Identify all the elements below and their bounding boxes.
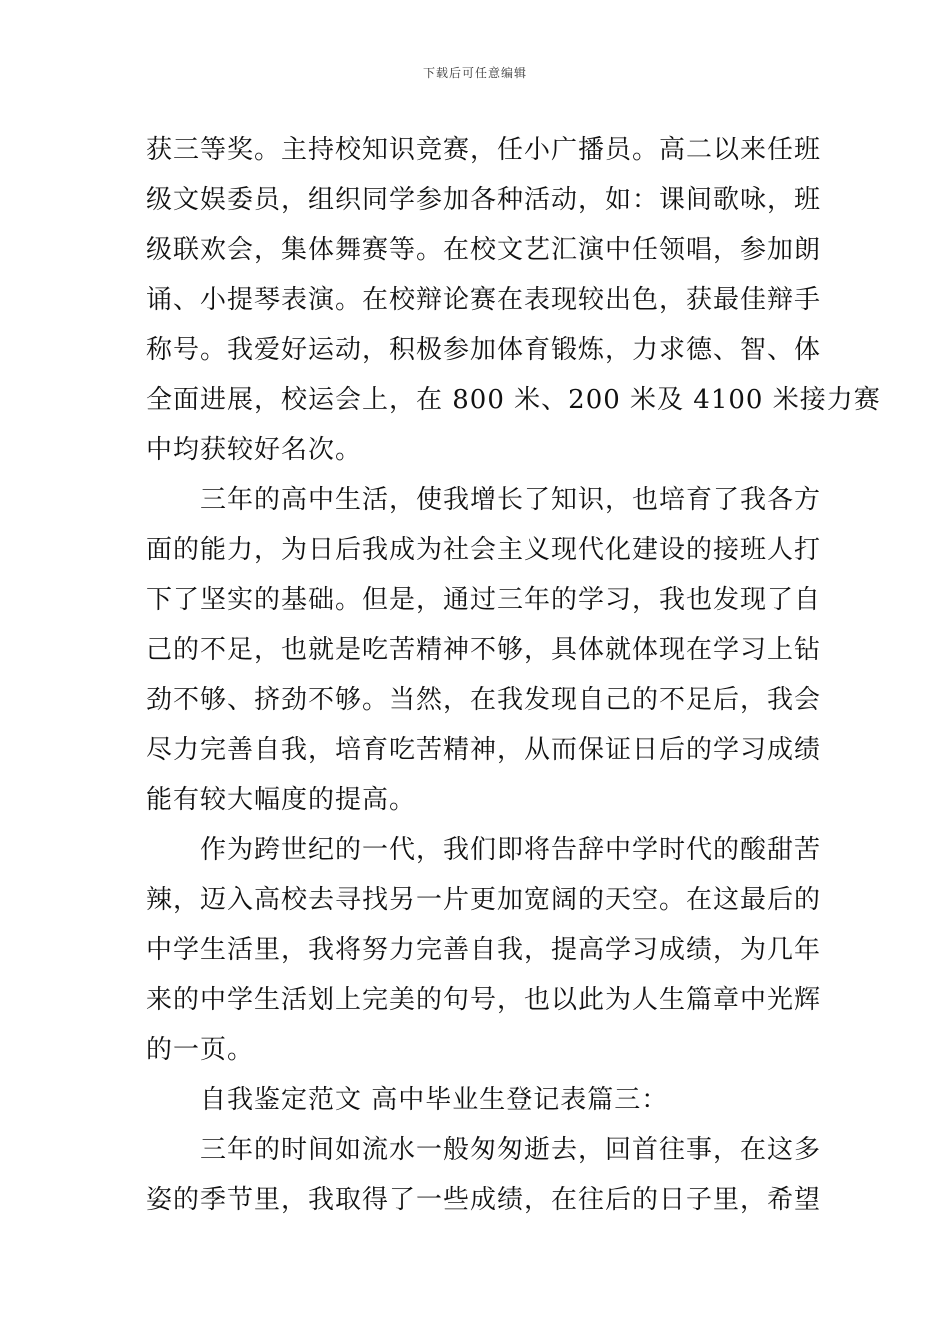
text-line: 作为跨世纪的一代，我们即将告辞中学时代的酸甜苦 bbox=[200, 835, 822, 865]
text-line: 全面进展，校运会上，在 800 米、200 米及 4100 米接力赛 bbox=[146, 385, 881, 415]
text-line: 中均获较好名次。 bbox=[146, 435, 363, 465]
text-line: 三年的高中生活，使我增长了知识，也培育了我各方 bbox=[200, 485, 822, 515]
paragraph-3 bbox=[146, 825, 822, 1075]
text-line: 级联欢会，集体舞赛等。在校文艺汇演中任领唱，参加朗 bbox=[146, 235, 822, 265]
text-line: 下了坚实的基础。但是，通过三年的学习，我也发现了自 bbox=[146, 585, 822, 615]
paragraph-2 bbox=[146, 475, 822, 825]
paragraph-4 bbox=[146, 1125, 822, 1225]
text-line: 诵、小提琴表演。在校辩论赛在表现较出色，获最佳辩手 bbox=[146, 285, 822, 315]
text-line: 尽力完善自我，培育吃苦精神，从而保证日后的学习成绩 bbox=[146, 735, 822, 765]
text-line: 姿的季节里，我取得了一些成绩，在往后的日子里，希望 bbox=[146, 1185, 822, 1215]
text-line: 辣，迈入高校去寻找另一片更加宽阔的天空。在这最后的 bbox=[146, 885, 822, 915]
text-line: 面的能力，为日后我成为社会主义现代化建设的接班人打 bbox=[146, 535, 822, 565]
text-line: 中学生活里，我将努力完善自我，提高学习成绩，为几年 bbox=[146, 935, 822, 965]
document-body bbox=[146, 125, 881, 1225]
text-line: 三年的时间如流水一般匆匆逝去，回首往事，在这多 bbox=[200, 1135, 822, 1165]
text-line: 的一页。 bbox=[146, 1035, 255, 1065]
heading-line: 自我鉴定范文 高中毕业生登记表篇三： bbox=[200, 1085, 669, 1115]
text-line: 获三等奖。主持校知识竞赛，任小广播员。高二以来任班 bbox=[146, 135, 822, 165]
text-line: 己的不足，也就是吃苦精神不够，具体就体现在学习上钻 bbox=[146, 635, 822, 665]
text-line: 级文娱委员，组织同学参加各种活动，如：课间歌咏，班 bbox=[146, 185, 822, 215]
section-heading bbox=[146, 1075, 806, 1125]
paragraph-1 bbox=[146, 125, 881, 475]
text-line: 能有较大幅度的提高。 bbox=[146, 785, 417, 815]
text-line: 劲不够、挤劲不够。当然，在我发现自己的不足后，我会 bbox=[146, 685, 822, 715]
page-header: 下载后可任意编辑 bbox=[422, 66, 527, 80]
text-line: 来的中学生活划上完美的句号，也以此为人生篇章中光辉 bbox=[146, 985, 822, 1015]
text-line: 称号。我爱好运动，积极参加体育锻炼，力求德、智、体 bbox=[146, 335, 822, 365]
